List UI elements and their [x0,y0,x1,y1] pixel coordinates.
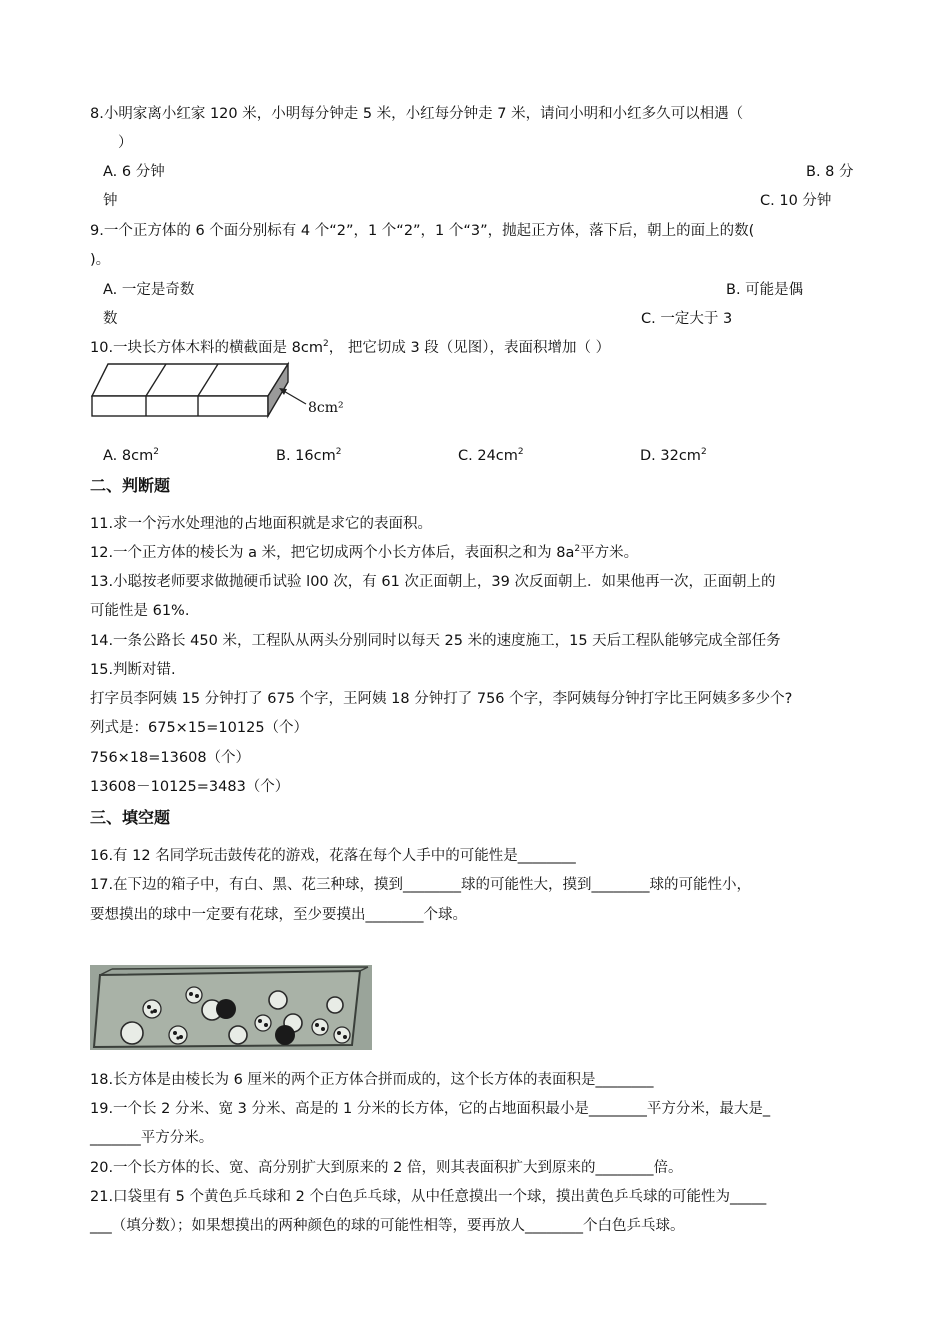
q15-line3: 756×18=13608（个） [90,750,251,766]
q10-option-a[interactable]: A. $8cm^2$ [103,447,159,464]
q10-stem-sup: 2 [323,339,329,350]
q9-option-b-cont: 数 [103,311,118,327]
q21-line2: ___（填分数）；如果想摸出的两种颜色的球的可能性相等，要再放人________个白色乒乓球。 [90,1218,685,1234]
q19-line2: _______平方分米。 [90,1130,214,1146]
q10-option-c[interactable]: C. $24cm^2$ [458,447,524,464]
q8-option-b-cont: 钟 [103,193,118,209]
q11: 11.求一个污水处理池的占地面积就是求它的表面积。 [90,516,433,532]
q8-stem-line2: ） [118,135,133,151]
q14: 14.一条公路长 450 米，工程队从两头分别同时以每天 25 米的速度施工，15 天后工程队能够完成全部任务 [90,633,781,649]
q9-stem-line1: 9.一个正方体的 6 个面分别标有 4 个“2”，1 个“2”，1 个“3”，抛起正方体，落下后，朝上的面上的数( [90,223,755,239]
q15-line4: 13608－10125=3483（个） [90,779,290,795]
q9-option-a[interactable]: A. 一定是奇数 [103,282,195,298]
q16: 16.有 12 名同学玩击鼓传花的游戏，花落在每个人手中的可能性是________ [90,848,576,864]
q10-stem-pre: 10.一块长方体木料的横截面是 8cm [90,340,323,356]
q9-option-c[interactable]: C. 一定大于 3 [641,311,733,327]
q8-stem-line1: 8.小明家离小红家 120 米，小明每分钟走 5 米，小红每分钟走 7 米，请问小明和小红多久可以相遇（ [90,106,744,122]
q15-line2: 列式是：675×15=10125（个） [90,720,309,736]
q10-stem [90,338,610,358]
section-3-title: 三、填空题 [90,808,171,827]
q8-option-a[interactable]: A. 6 分钟 [103,164,165,180]
q10-stem-post: ， 把它切成 3 段（见图），表面积增加（ ） [328,340,611,356]
ball-box-figure [90,965,372,1050]
q9-option-b[interactable]: B. 可能是偶 [726,282,804,298]
q17-line2: 要想摸出的球中一定要有花球，至少要摸出________个球。 [90,907,467,923]
q8-option-b[interactable]: B. 8 分 [806,164,854,180]
q9-stem-line2: )。 [90,252,111,268]
q8-option-c[interactable]: C. 10 分钟 [760,193,832,209]
q10-option-b[interactable]: B. $16cm^2$ [276,447,342,464]
q15-line1: 打字员李阿姨 15 分钟打了 675 个字，王阿姨 18 分钟打了 756 个字，李阿姨每分钟打字比王阿姨多多少个? [90,691,793,707]
q19-line1: 19.一个长 2 分米、宽 3 分米、高是的 1 分米的长方体，它的占地面积最小是________平方分米，最大是_ [90,1101,771,1117]
q21-line1: 21.口袋里有 5 个黄色乒乓球和 2 个白色乒乓球，从中任意摸出一个球，摸出黄色乒乓球的可能性为_____ [90,1189,767,1205]
q15-title: 15.判断对错. [90,662,176,678]
q13-line2: 可能性是 61%. [90,603,190,619]
q18: 18.长方体是由棱长为 6 厘米的两个正方体合拼而成的，这个长方体的表面积是________ [90,1072,654,1088]
q12: 12.一个正方体的棱长为 a 米，把它切成两个小长方体后，表面积之和为 $8a^2$平方米。 [90,544,639,561]
figure-area-label: 8cm² [308,400,344,416]
q13-line1: 13.小聪按老师要求做抛硬币试验 l00 次，有 61 次正面朝上，39 次反面朝上．如果他再一次，正面朝上的 [90,574,776,590]
q17-line1: 17.在下边的箱子中，有白、黑、花三种球，摸到________球的可能性大，摸到________球的可能性小， [90,877,752,893]
q20: 20.一个长方体的长、宽、高分别扩大到原来的 2 倍，则其表面积扩大到原来的________倍。 [90,1160,683,1176]
section-2-title: 二、判断题 [90,476,171,495]
q10-option-d[interactable]: D. $32cm^2$ [640,447,707,464]
